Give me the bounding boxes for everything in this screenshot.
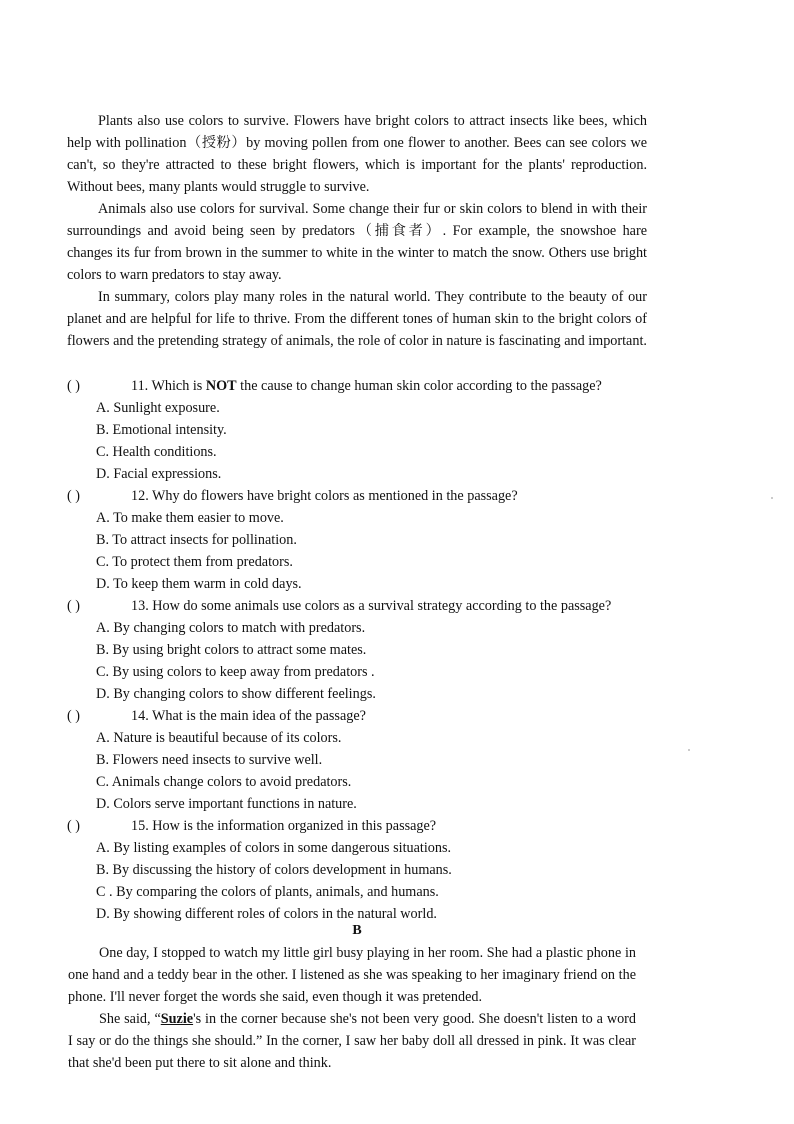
passage-paragraph: Animals also use colors for survival. Some change their fur or skin colors to blend in with their surroundings and avoid being seen by predators（捕食者）. For example, the snowshoe hare changes its fur from brown in the summer to white in the winter to match the snow. Others use bright colors to warn predators to stay away. [67,201,647,283]
question-stem: ( ) 13. How do some animals use colors as a survival strategy according to the passage? [67,595,647,617]
character-name: Suzie [160,1011,194,1027]
option-a: A. Nature is beautiful because of its colors. [96,730,342,746]
passage-paragraph: Plants also use colors to survive. Flowers have bright colors to attract insects like bees, which help with pollination（授粉）by moving pollen from one flower to another. Bees can see colors we can't, so they're attracted to these bright flowers, which is important for the plants' reproduction. Without bees, many plants would struggle to survive. [67,113,647,195]
option-a: A. By changing colors to match with predators. [96,620,366,636]
question-11 [67,375,647,485]
question-13 [67,595,647,705]
option-c: C. By using colors to keep away from predators . [96,664,375,680]
question-stem: ( ) 15. How is the information organized in this passage? [67,815,647,837]
answer-blank[interactable]: ( ) [67,598,80,614]
question-list [67,375,647,925]
section-b-heading: B [352,923,362,938]
option-d: D. By showing different roles of colors in the natural world. [96,906,437,922]
option-b: B. By discussing the history of colors development in humans. [96,862,452,878]
option-b: B. Emotional intensity. [96,422,227,438]
option-c: C. Health conditions. [96,444,217,460]
option-a: A. To make them easier to move. [96,510,284,526]
answer-blank[interactable]: ( ) [67,818,80,834]
option-c: C. Animals change colors to avoid predators. [96,774,352,790]
passage-a [67,110,647,352]
scan-speck [771,497,773,499]
option-d: D. By changing colors to show different feelings. [96,686,376,702]
question-15 [67,815,647,925]
option-d: D. Colors serve important functions in nature. [96,796,357,812]
question-14 [67,705,647,815]
question-stem: ( ) 11. Which is NOT the cause to change human skin color according to the passage? [67,375,647,397]
answer-blank[interactable]: ( ) [67,488,80,504]
option-b: B. Flowers need insects to survive well. [96,752,323,768]
option-b: B. By using bright colors to attract some mates. [96,642,367,658]
option-d: D. To keep them warm in cold days. [96,576,302,592]
question-12 [67,485,647,595]
passage-paragraph: One day, I stopped to watch my little girl busy playing in her room. She had a plastic phone in one hand and a teddy bear in the other. I listened as she was speaking to her imaginary friend on the phone. I'll never forget the words she said, even though it was pretended. [68,945,636,1005]
answer-blank[interactable]: ( ) [67,378,80,394]
option-a: A. By listing examples of colors in some dangerous situations. [96,840,452,856]
option-d: D. Facial expressions. [96,466,222,482]
passage-paragraph: She said, “Suzie's in the corner because she's not been very good. She doesn't listen to a word I say or do the things she should.” In the corner, I saw her baby doll all dressed in pink. It was clear that she'd been put there to sit alone and think. [68,1011,636,1071]
passage-b [68,942,636,1074]
scan-speck [688,749,690,751]
option-a: A. Sunlight exposure. [96,400,220,416]
option-b: B. To attract insects for pollination. [96,532,297,548]
answer-blank[interactable]: ( ) [67,708,80,724]
question-stem: ( ) 12. Why do flowers have bright colors as mentioned in the passage? [67,485,647,507]
option-c: C . By comparing the colors of plants, animals, and humans. [96,884,439,900]
question-stem: ( ) 14. What is the main idea of the passage? [67,705,647,727]
passage-paragraph: In summary, colors play many roles in the natural world. They contribute to the beauty of our planet and are helpful for life to thrive. From the different tones of human skin to the bright colors of flowers and the pretending strategy of animals, the role of color in nature is fascinating and important. [67,289,647,349]
option-c: C. To protect them from predators. [96,554,293,570]
